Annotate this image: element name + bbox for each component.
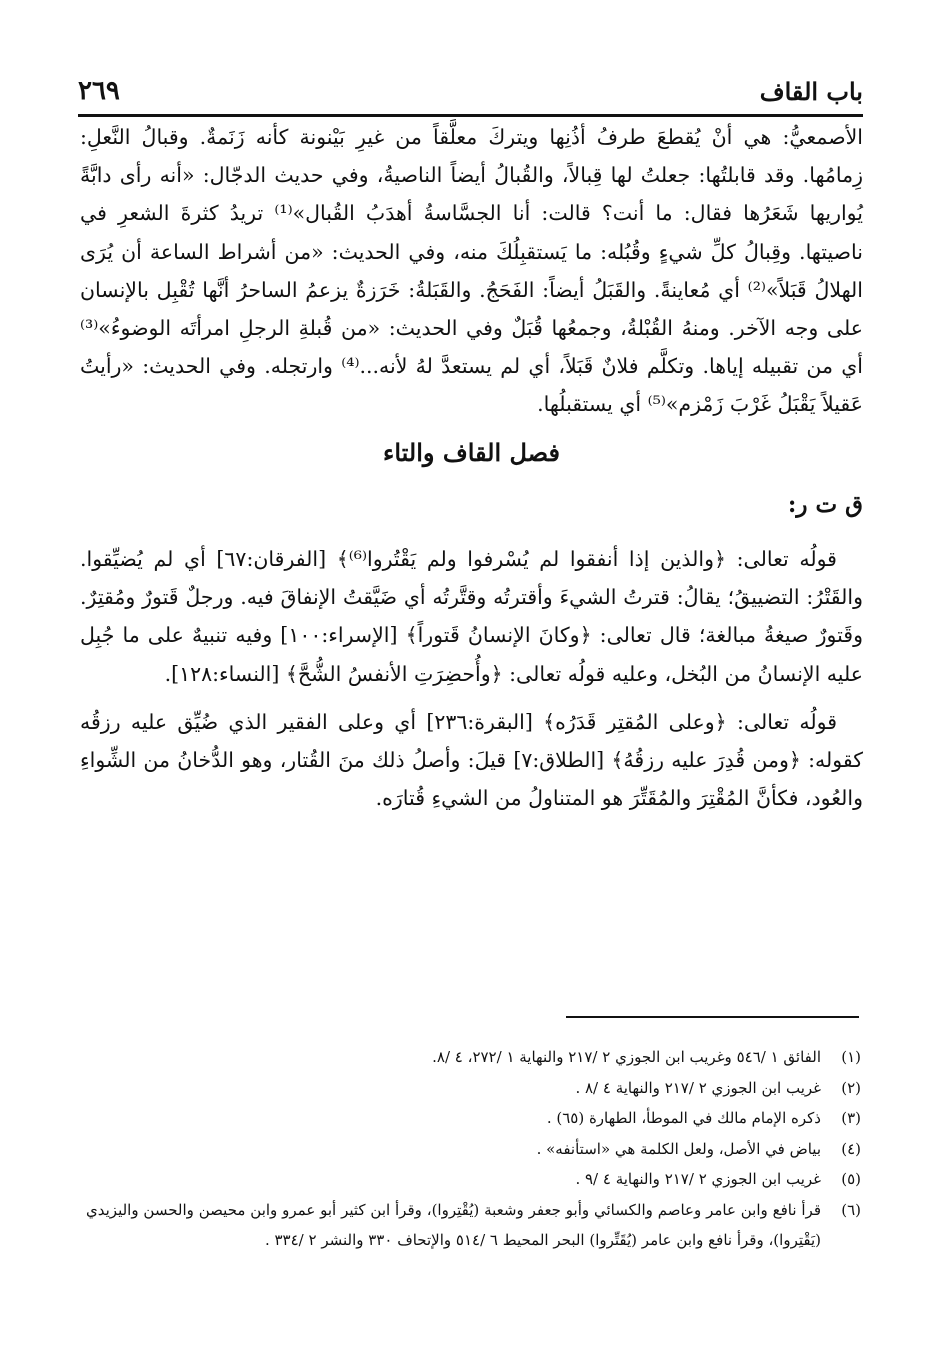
footnote-text: بياض في الأصل، ولعل الكلمة هي «استأنفه» . xyxy=(536,1139,821,1158)
footnote xyxy=(86,1164,861,1195)
footnote xyxy=(86,1042,861,1073)
footnote-text: ذكره الإمام مالك في الموطأ، الطهارة (٦٥) . xyxy=(546,1109,821,1127)
header-rule xyxy=(78,114,863,117)
footnote xyxy=(86,1073,861,1104)
footnote-rule xyxy=(566,1016,859,1018)
paragraph-2: قولُه تعالى: ﴿والذين إذا أنفقوا لم يُسْرفوا ولم يَقْتُروا⁽⁶⁾﴾ [الفرقان:٦٧] أي لم يُضيِّقوا. والقَتْرُ: التضييقُ؛ يقالُ: قترتُ الشيءَ وأقترتُه وقتَّرتُه أي ضَيَّقتُ الإنفاقَ فيه. ورجلٌ قَتورٌ ومُقتِرٌ. وقَتورٌ صيغةُ مبالغة؛ قال تعالى: ﴿وكانَ الإنسانُ قَتوراً﴾ [الإسراء:١٠٠] وفيه تنبيهٌ على ما جُبِل عليه الإنسانُ من البُخل، وعليه قولُه تعالى: ﴿وأُحضِرَتِ الأنفسُ الشُّحَّ﴾ [النساء:١٢٨]. xyxy=(80,547,863,686)
page-header xyxy=(78,66,863,106)
footnote-text: الفائق ١ /٥٤٦ وغريب ابن الجوزي ٢ /٢١٧ والنهاية ١ /٢٧٢، ٤ /٨. xyxy=(432,1048,821,1066)
main-text xyxy=(80,118,863,817)
footnote-number: (٦) xyxy=(841,1200,861,1219)
section-title: فصل القاف والتاء xyxy=(383,437,560,467)
footnote-number: (٢) xyxy=(841,1078,861,1097)
footnote-text: غريب ابن الجوزي ٢ /٢١٧ والنهاية ٤ /٩ . xyxy=(575,1170,821,1188)
root-heading: ق ت ر: xyxy=(787,490,863,518)
footnote xyxy=(86,1134,861,1165)
footnote xyxy=(86,1103,861,1134)
footnote-number: (٣) xyxy=(841,1109,861,1127)
chapter-title: باب القاف xyxy=(759,77,863,106)
footnotes xyxy=(86,1042,861,1256)
footnote xyxy=(86,1195,861,1256)
page-number: ٢٦٩ xyxy=(78,76,120,106)
footnote-number: (٥) xyxy=(841,1170,861,1188)
footnote-number: (٤) xyxy=(841,1139,861,1158)
footnote-number: (١) xyxy=(841,1048,861,1066)
paragraph-3: قولُه تعالى: ﴿وعلى المُقتِر قَدَرُه﴾ [البقرة:٢٣٦] أي وعلى الفقير الذي ضُيِّق عليه رزقُه كقوله: ﴿ومن قُدِرَ عليه رزقُهُ﴾ [الطلاق:٧] قيلَ: وأصلُ ذلك منَ القُتار، وهو الدُّخانُ من الشِّواءِ والعُود، فكأنَّ المُقْتِرَ والمُقَتِّرَ هو المتناولُ من الشيءِ قُتارَه. xyxy=(80,709,863,811)
paragraph-1: الأصمعيُّ: هي أنْ يُقطعَ طرفُ أذُنِها ويتركَ معلَّقاً من غيرِ بَيْنونة كأنه زَنَمةٌ. وقبالُ النَّعلِ: زِمامُها. وقد قابلتُها: جعلتُ لها قِبالاً، والقُبالُ أيضاً الناصيةُ، وفي حديث الدجّال: «أنه رأى دابَّةً يُواريها شَعَرُها فقال: ما أنت؟ قالت: أنا الجسَّاسةُ أهدَبُ القُبال»⁽¹⁾ تريدُ كثرةَ الشعرِ في ناصيتها. وقِبالُ كلِّ شيءٍ وقُبُله: ما يَستقبِلُكَ منه، وفي الحديث: «من أشراط الساعة أن يُرَى الهلالُ قَبَلاً»⁽²⁾ أي مُعاينةً. والقَبَلُ أيضاً: الفَحَجُ. والقَبَلةُ: خَرَزةٌ يزعمُ الساحرُ أنَّها تُقْبِل بالإنسان على وجه الآخر. ومنهُ القُبْلةُ، وجمعُها قُبَلٌ وفي الحديث: «من قُبلةِ الرجلِ امرأتَه الوضوءُ»⁽³⁾ أي من تقبيله إياها. وتكلَّم فلانٌ قَبَلاً، أي لم يستعدَّ لهُ لأنه...⁽⁴⁾ وارتجله. وفي الحديث: «رأيتُ عَقيلاً يَقْبَلُ غَرْبَ زَمْزم»⁽⁵⁾ أي يستقبلُها. xyxy=(80,125,863,417)
footnote-text: غريب ابن الجوزي ٢ /٢١٧ والنهاية ٤ /٨ . xyxy=(575,1078,821,1097)
footnote-text: قرأ نافع وابن عامر وعاصم والكسائي وأبو جعفر وشعبة (يُقْتِروا)، وقرأ ابن كثير أبو عمرو وابن محيصن والحسن واليزيدي (يَقْتِروا)، وقرأ نافع وابن عامر (يُقَتِّروا) البحر المحيط ٦ /٥١٤ والإتحاف ٣٣٠ والنشر ٢ /٣٣٤ . xyxy=(86,1200,821,1249)
